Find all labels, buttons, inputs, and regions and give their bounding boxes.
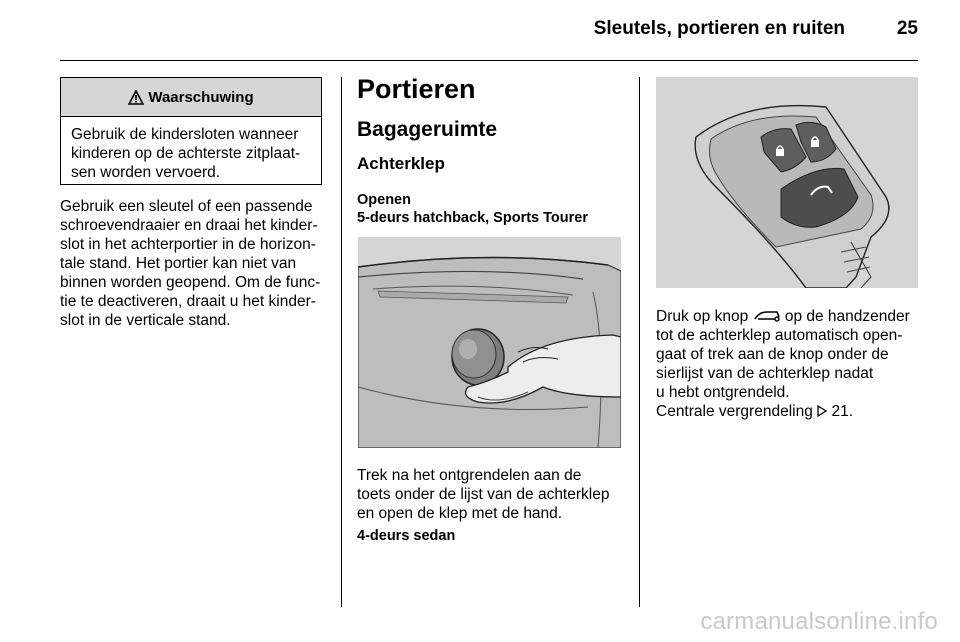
heading-sedan: 4-deurs sedan [357,528,456,544]
tailgate-handle-drawing [358,237,621,448]
warning-line: kinderen op de achterste zitplaat- [71,145,301,162]
text-line: tot de achterklep automatisch open- [656,327,903,344]
warning-header [61,78,321,117]
child-lock-paragraph [60,197,335,330]
text-line: sierlijst van de achterklep nadat [656,365,874,382]
warning-triangle-icon [128,90,144,105]
tailgate-paragraph [357,466,632,523]
warning-line: sen worden vervoerd. [71,164,221,181]
heading-achterklep: Achterklep [357,154,445,173]
column-divider-right [639,77,640,607]
warning-box [60,77,322,185]
text-line: en open de klep met de hand. [357,505,563,522]
heading-portieren: Portieren [357,74,476,104]
page-header [0,18,960,48]
warning-title: Waarschuwing [148,88,254,106]
text-line: slot in het achterportier in de horizon- [60,236,316,253]
text-line [656,307,931,326]
tailgate-handle-illustration [358,237,621,448]
warning-body [61,117,321,190]
heading-bagageruimte: Bagageruimte [357,118,498,141]
text-line: Gebruik een sleutel of een passende [60,198,313,215]
header-title: Sleutels, portieren en ruiten [593,18,845,39]
header-rule [60,60,918,61]
text-line: slot in de verticale stand. [60,312,231,329]
text-line: binnen worden geopend. Om de func- [60,274,321,291]
text-line: gaat of trek aan de knop onder de [656,346,889,363]
text-line: Trek na het ontgrendelen aan de [357,467,582,484]
central-locking-reference [656,402,931,421]
reference-text: Centrale vergrendeling [656,403,813,420]
page-number: 25 [896,18,918,39]
heading-openen: Openen [357,192,411,208]
column-divider-left [341,77,342,607]
text-line: tie te deactiveren, draait u het kinder- [60,293,316,310]
text-fragment: Druk op knop [656,308,749,325]
page-reference-link[interactable]: 21. [831,403,854,420]
text-line: schroevendraaier en draai het kinder- [60,217,318,234]
warning-line: Gebruik de kindersloten wanneer [71,126,299,143]
remote-paragraph [656,307,931,402]
text-line: u hebt ontgrendeld. [656,384,790,401]
text-line: tale stand. Het portier kan niet van [60,255,297,272]
text-fragment: op de handzender [784,308,910,325]
watermark: carmanualsonline.info [700,608,938,635]
text-line: toets onder de lijst van de achterklep [357,486,610,503]
heading-hatchback: 5-deurs hatchback, Sports Tourer [357,210,588,226]
remote-key-drawing [656,77,918,288]
remote-key-illustration [656,77,918,288]
tailgate-icon [753,309,781,323]
reference-arrow-icon [817,405,827,417]
